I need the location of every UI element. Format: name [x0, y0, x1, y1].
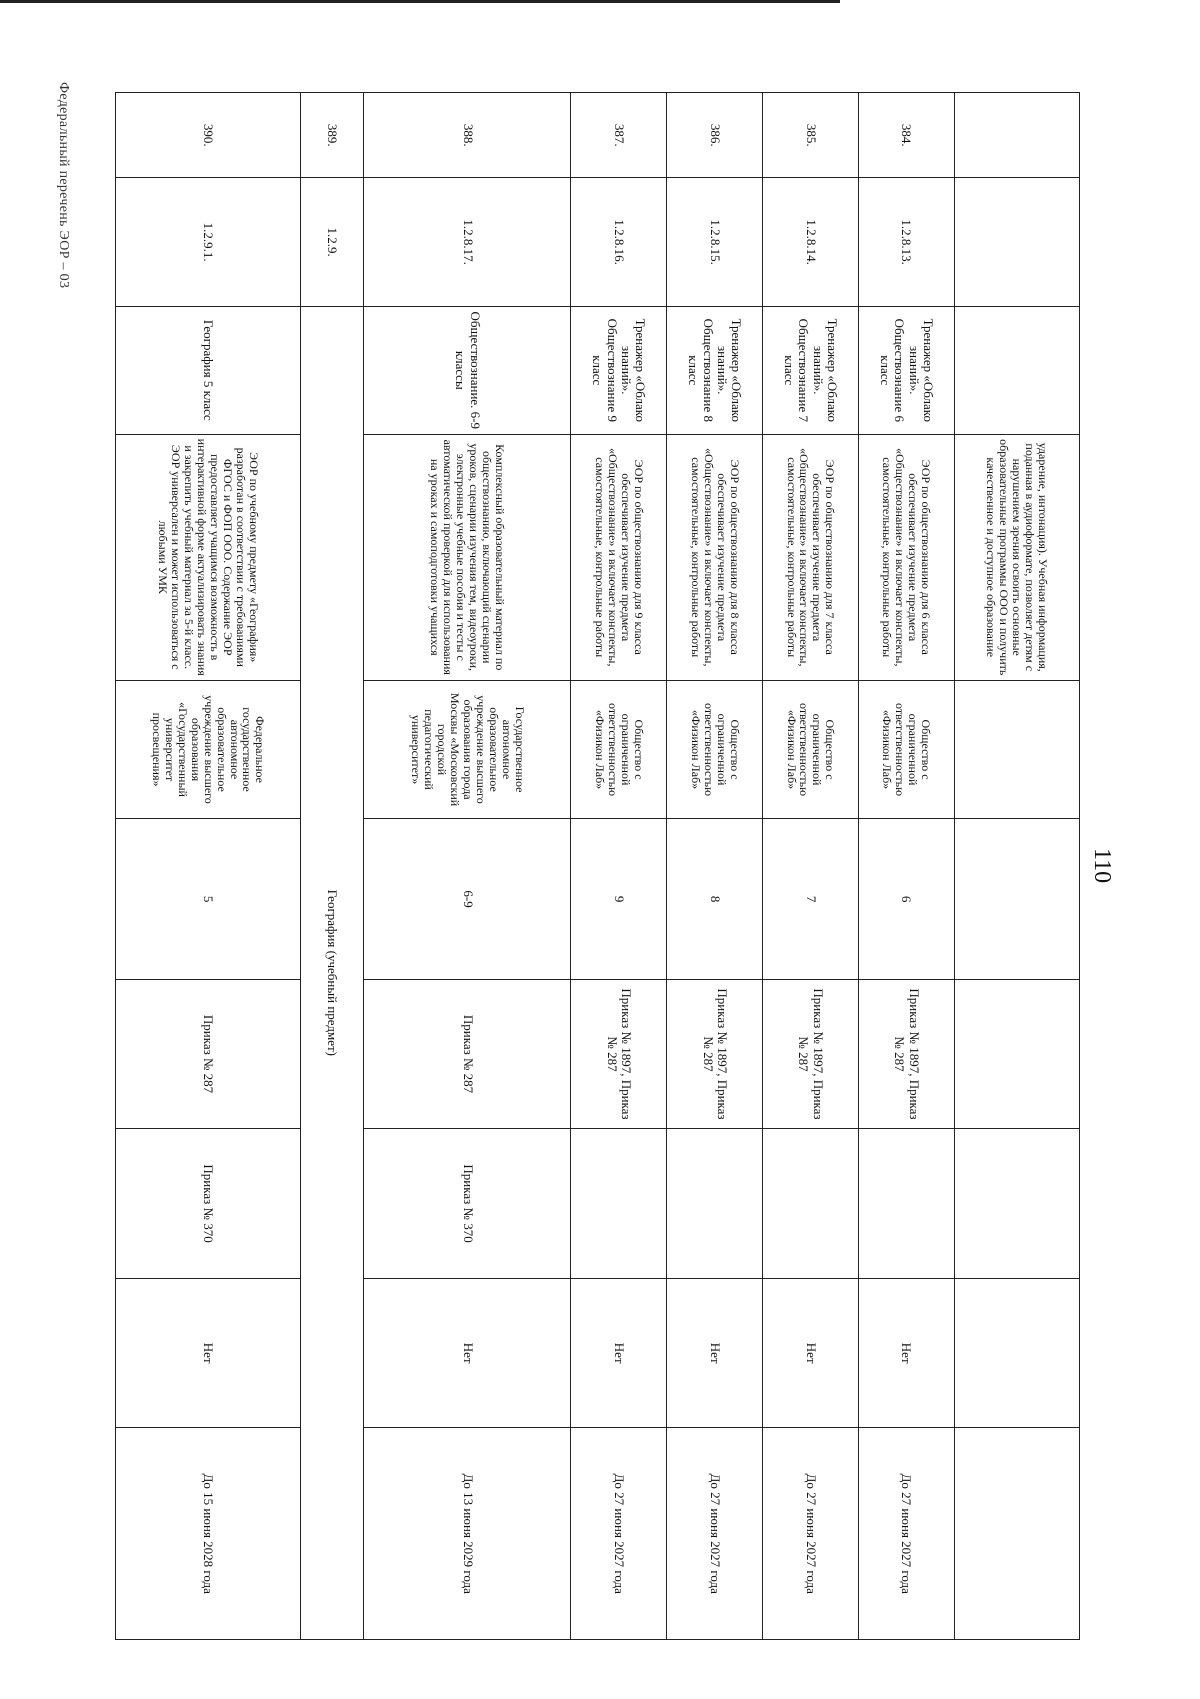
table-row [571, 93, 667, 1640]
top-border-line [0, 0, 840, 3]
table-row [763, 93, 859, 1640]
cell-code: 1.2.8.17. [364, 178, 571, 306]
cell-description: ЭОР по обществознанию для 9 класса обеспечивает изучение предмета «Обществознание» и включает конспекты, самостоятельные, контрольные работы [571, 434, 667, 680]
cell-num: 390. [116, 93, 301, 178]
cell-limit [954, 1278, 1079, 1428]
cell-organization: Общество с ограниченной ответственностью «Физикон Лаб» [571, 680, 667, 819]
cell-order-2: Приказ № 370 [364, 1129, 571, 1279]
table-row [116, 93, 301, 1640]
cell-name: География 5 класс [116, 306, 301, 434]
cell-limit: Нет [763, 1278, 859, 1428]
cell-code: 1.2.8.14. [763, 178, 859, 306]
eor-list-table [115, 92, 1080, 1640]
cell-num: 385. [763, 93, 859, 178]
table-row [364, 93, 571, 1640]
cell-grade: 5 [116, 819, 301, 979]
cell-limit: Нет [364, 1278, 571, 1428]
cell-name: Тренажер «Облако знаний». Обществознание 9 класс [571, 306, 667, 434]
cell-description: ЭОР по обществознанию для 6 класса обеспечивает изучение предмета «Обществознание» и включает конспекты, самостоятельные, контрольные работы [858, 434, 954, 680]
cell-num: 389. [301, 93, 364, 178]
cell-num: 387. [571, 93, 667, 178]
cell-code: 1.2.9. [301, 178, 364, 306]
cell-order-2: Приказ № 370 [116, 1129, 301, 1279]
cell-num [954, 93, 1079, 178]
cell-order-2 [858, 1129, 954, 1279]
cell-description: ЭОР по учебному предмету «География» разработан в соответствии с требованиями ФГОС и ФОП ООО. Содержание ЭОР предоставляет учащимся возможность в интерактивной форме актуализировать знания и закрепить учебный материал за 5-й класс. ЭОР универсален и может использоваться с любыми УМК [116, 434, 301, 680]
cell-description: ЭОР по обществознанию для 8 класса обеспечивает изучение предмета «Обществознание» и включает конспекты, самостоятельные, контрольные работы [667, 434, 763, 680]
cell-order-2 [954, 1129, 1079, 1279]
cell-organization: Общество с ограниченной ответственностью «Физикон Лаб» [763, 680, 859, 819]
cell-description: ЭОР по обществознанию для 7 класса обеспечивает изучение предмета «Обществознание» и включает конспекты, самостоятельные, контрольные работы [763, 434, 859, 680]
rotated-table-wrapper [115, 92, 1080, 1640]
cell-description: Комплексный образовательный материал по обществознанию, включающий сценарии уроков, сценарии изучения тем, видеоуроки, электронные учебные пособия и тесты с автоматической проверкой для использования на уроках и самоподготовки учащихся [364, 434, 571, 680]
table-row [858, 93, 954, 1640]
cell-limit: Нет [667, 1278, 763, 1428]
cell-code: 1.2.8.13. [858, 178, 954, 306]
cell-code [954, 178, 1079, 306]
cell-name: Тренажер «Облако знаний». Обществознание 8 класс [667, 306, 763, 434]
cell-organization: Общество с ограниченной ответственностью «Физикон Лаб» [667, 680, 763, 819]
cell-date: До 27 июня 2027 года [571, 1428, 667, 1640]
cell-code: 1.2.8.15. [667, 178, 763, 306]
table-row [667, 93, 763, 1640]
cell-grade: 6 [858, 819, 954, 979]
cell-grade: 6-9 [364, 819, 571, 979]
cell-order-2 [571, 1129, 667, 1279]
cell-grade: 7 [763, 819, 859, 979]
cell-order-1: Приказ № 1897, Приказ № 287 [667, 979, 763, 1129]
section-row [301, 93, 364, 1640]
footer-note: Федеральный перечень ЭОР – 03 [56, 82, 71, 289]
cell-date: До 27 июня 2027 года [763, 1428, 859, 1640]
cell-code: 1.2.8.16. [571, 178, 667, 306]
cell-limit: Нет [116, 1278, 301, 1428]
cell-description: ударение, интонация). Учебная информация, поданная в аудиоформате, позволяет детям с нарушением зрения освоить основные образовательные программы ООО и получить качественное и доступное образование [954, 434, 1079, 680]
cell-name [954, 306, 1079, 434]
cell-organization [954, 680, 1079, 819]
cell-order-1: Приказ № 287 [116, 979, 301, 1129]
cell-grade: 8 [667, 819, 763, 979]
cell-order-1: Приказ № 1897, Приказ № 287 [571, 979, 667, 1129]
cell-date: До 27 июня 2027 года [667, 1428, 763, 1640]
cell-date: До 27 июня 2027 года [858, 1428, 954, 1640]
cell-order-1: Приказ № 1897, Приказ № 287 [763, 979, 859, 1129]
cell-organization: Общество с ограниченной ответственностью «Физикон Лаб» [858, 680, 954, 819]
table-row-continued [954, 93, 1079, 1640]
cell-name: Тренажер «Облако знаний». Обществознание 7 класс [763, 306, 859, 434]
cell-limit: Нет [858, 1278, 954, 1428]
cell-num: 388. [364, 93, 571, 178]
cell-organization: Федеральное государственное автономное образовательное учреждение высшего образования «Государственный университет просвещения» [116, 680, 301, 819]
cell-grade: 9 [571, 819, 667, 979]
cell-num: 386. [667, 93, 763, 178]
page-number: 110 [1089, 848, 1115, 884]
cell-order-2 [667, 1129, 763, 1279]
cell-date [954, 1428, 1079, 1640]
cell-num: 384. [858, 93, 954, 178]
cell-organization: Государственное автономное образовательное учреждение высшего образования города Москвы «Московский городской педагогический университет» [364, 680, 571, 819]
cell-grade [954, 819, 1079, 979]
cell-name: Обществознание. 6-9 классы [364, 306, 571, 434]
cell-code: 1.2.9.1. [116, 178, 301, 306]
cell-order-1: Приказ № 1897, Приказ № 287 [858, 979, 954, 1129]
cell-order-2 [763, 1129, 859, 1279]
section-title: География (учебный предмет) [301, 306, 364, 1639]
cell-limit: Нет [571, 1278, 667, 1428]
cell-date: До 13 июня 2029 года [364, 1428, 571, 1640]
cell-date: До 15 июня 2028 года [116, 1428, 301, 1640]
cell-order-1 [954, 979, 1079, 1129]
cell-order-1: Приказ № 287 [364, 979, 571, 1129]
cell-name: Тренажер «Облако знаний». Обществознание 6 класс [858, 306, 954, 434]
